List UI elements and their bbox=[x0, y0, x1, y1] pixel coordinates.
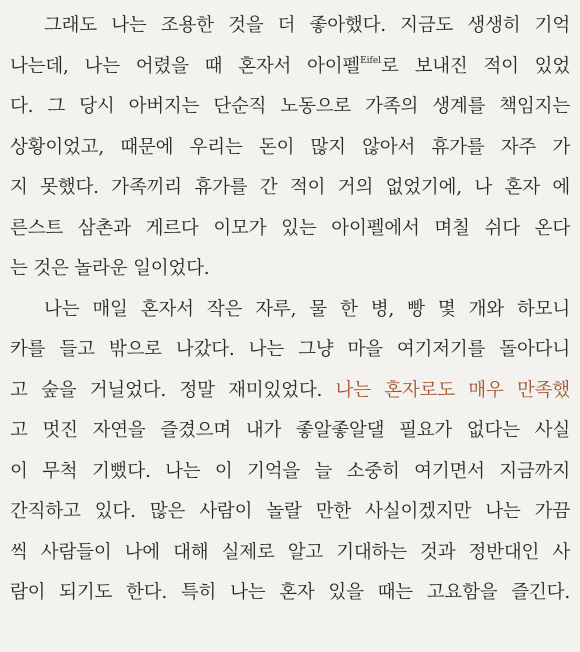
line-text: 고 숲을 거닐었다. 정말 재미있었다. bbox=[10, 379, 336, 401]
paragraph-1 bbox=[10, 6, 570, 290]
text-line: 그래도 나는 조용한 것을 더 좋아했다. 지금도 생생히 기억 bbox=[44, 15, 570, 36]
superscript-eifel: Eifel bbox=[360, 55, 382, 66]
text-line: 상황이었고, 때문에 우리는 돈이 많지 않아서 휴가를 자주 가 bbox=[10, 136, 570, 158]
text-line: 른스트 삼촌과 게르다 이모가 있는 아이펠에서 며칠 쉬다 온다 bbox=[10, 217, 570, 239]
text-line: 다. 그 당시 아버지는 단순직 노동으로 가족의 생계를 책임지는 bbox=[10, 96, 570, 117]
text-line bbox=[10, 371, 570, 412]
highlighted-text: 나는 혼자로도 매우 만족했 bbox=[335, 379, 570, 401]
line-text: 로 보내진 적이 있었 bbox=[381, 55, 570, 77]
text-line: 는 것은 놀라운 일이었다. bbox=[10, 258, 210, 279]
text-line: 나는 매일 혼자서 작은 자루, 물 한 병, 빵 몇 개와 하모니 bbox=[44, 298, 570, 320]
text-line: 씩 사람들이 나에 대해 실제로 알고 기대하는 것과 정반대인 사 bbox=[10, 541, 570, 563]
text-line: 카를 들고 밖으로 나갔다. 나는 그냥 마을 여기저기를 돌아다니 bbox=[10, 339, 570, 360]
text-line: 람이 되기도 한다. 특히 나는 혼자 있을 때는 고요함을 즐긴다. bbox=[10, 582, 570, 603]
paragraph-2 bbox=[10, 290, 570, 614]
text-line bbox=[10, 47, 570, 88]
text-line: 이 무척 기뻤다. 나는 이 기억을 늘 소중히 여기면서 지금까지 bbox=[10, 460, 570, 482]
text-line: 간직하고 있다. 많은 사람이 놀랄 만한 사실이겠지만 나는 가끔 bbox=[10, 501, 570, 522]
line-text: 나는데, 나는 어렸을 때 혼자서 아이펠 bbox=[10, 55, 361, 77]
text-line: 지 못했다. 가족끼리 휴가를 간 적이 거의 없었기에, 나 혼자 에 bbox=[10, 177, 570, 198]
text-line: 고 멋진 자연을 즐겼으며 내가 좋알좋알댈 필요가 없다는 사실 bbox=[10, 420, 570, 441]
